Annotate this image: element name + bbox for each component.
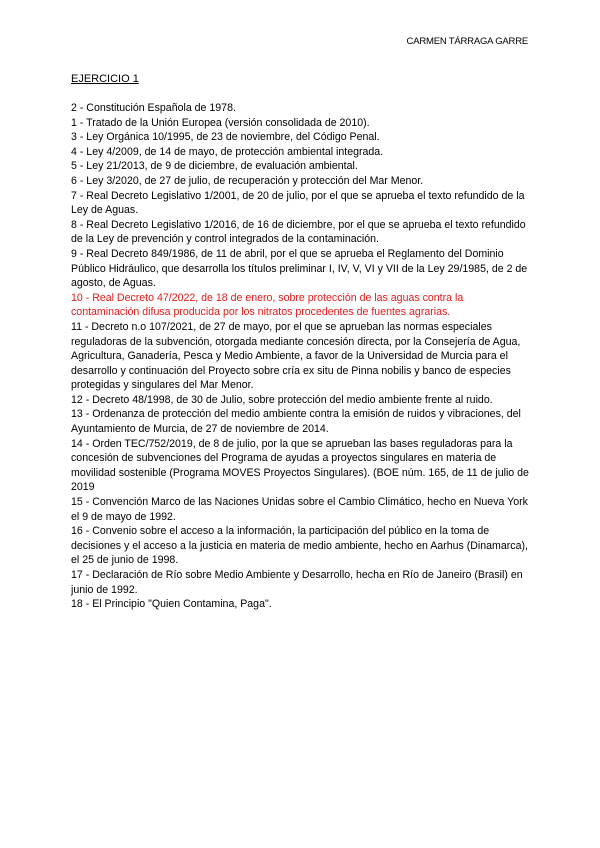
list-item: 9 - Real Decreto 849/1986, de 11 de abril, por el que se aprueba el Reglamento del Dominio Público Hidráulico, que desarrolla los títulos preliminar I, IV, V, VI y VII de la Ley 29/1985, de 2 de agosto, de Aguas. xyxy=(71,247,528,290)
list-item: 17 - Declaración de Río sobre Medio Ambiente y Desarrollo, hecha en Río de Janeiro (Brasil) en junio de 1992. xyxy=(71,569,523,596)
list-item: 1 - Tratado de la Unión Europea (versión consolidada de 2010). xyxy=(71,116,370,129)
list-item: 15 - Convención Marco de las Naciones Unidas sobre el Cambio Climático, hecho en Nueva York el 9 de mayo de 1992. xyxy=(71,496,528,523)
list-item: 16 - Convenio sobre el acceso a la información, la participación del público en la toma de decisiones y el acceso a la justicia en materia de medio ambiente, hecho en Aarhus (Dinamarca), el 25 de junio de 1998. xyxy=(71,525,528,567)
list-item: 5 - Ley 21/2013, de 9 de diciembre, de evaluación ambiental. xyxy=(71,160,358,173)
list-item: 7 - Real Decreto Legislativo 1/2001, de 20 de julio, por el que se aprueba el texto refundido de la Ley de Aguas. xyxy=(71,189,525,217)
list-item: 11 - Decreto n.o 107/2021, de 27 de mayo, por el que se aprueban las normas especiales reguladoras de la subvención, otorgada mediante concesión directa, por la Consejería de Agua, Agricultura, Ganadería, Pesca y Medio Ambiente, a favor de la Universidad de Murcia para el desarrollo y continuación del Proyecto sobre cría ex situ de Pinna nobilis y banco de especies protegidas y singulares del Mar Menor. xyxy=(71,320,521,392)
legislation-list xyxy=(71,101,531,612)
list-item: 14 - Orden TEC/752/2019, de 8 de julio, por la que se aprueban las bases reguladoras para la concesión de subvenciones del Programa de ayudas a proyectos singulares en materia de movilidad sostenible (Programa MOVES Proyectos Singulares). (BOE núm. 165, de 11 de julio de 2019 xyxy=(71,437,529,494)
list-item: 18 - El Principio "Quien Contamina, Paga". xyxy=(71,598,272,611)
list-item: 13 - Ordenanza de protección del medio ambiente contra la emisión de ruidos y vibraciones, del Ayuntamiento de Murcia, de 27 de noviembre de 2014. xyxy=(71,408,521,436)
list-item: 4 - Ley 4/2009, de 14 de mayo, de protección ambiental integrada. xyxy=(71,145,384,158)
list-item-highlighted: 10 - Real Decreto 47/2022, de 18 de enero, sobre protección de las aguas contra la contaminación difusa producida por los nitratos procedentes de fuentes agrarias. xyxy=(71,291,464,319)
list-item: 6 - Ley 3/2020, de 27 de julio, de recuperación y protección del Mar Menor. xyxy=(71,174,424,187)
exercise-title: EJERCICIO 1 xyxy=(71,73,139,85)
list-item: 2 - Constitución Española de 1978. xyxy=(71,102,236,114)
list-item: 8 - Real Decreto Legislativo 1/2016, de 16 de diciembre, por el que se aprueba el texto refundido de la Ley de prevención y control integrados de la contaminación. xyxy=(71,218,526,246)
list-item: 3 - Ley Orgánica 10/1995, de 23 de noviembre, del Código Penal. xyxy=(71,131,380,144)
author-header: CARMEN TÁRRAGA GARRE xyxy=(406,36,528,47)
list-item: 12 - Decreto 48/1998, de 30 de Julio, sobre protección del medio ambiente frente al ruido. xyxy=(71,393,493,406)
